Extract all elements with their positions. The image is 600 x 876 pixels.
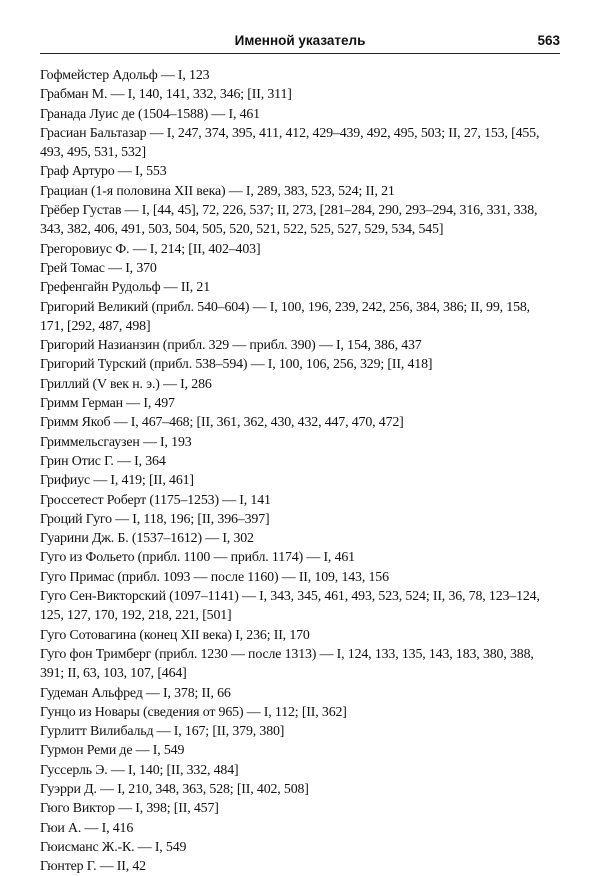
index-entry-line: Гроссетест Роберт (1175–1253) — I, 141 [40,492,271,508]
index-entry-line: Гюнтер Г. — II, 42 [40,859,146,875]
index-entry-line: Грасиан Бальтазар — I, 247, 374, 395, 411, 412, 429–439, 492, 495, 503; II, 27, 153, [455, [40,125,540,141]
index-entry-line: Грегоровиус Ф. — I, 214; [II, 402–403] [40,241,261,257]
index-entry [40,124,562,163]
index-entry [40,298,562,337]
index-entry [40,259,562,278]
index-entry [40,819,562,838]
index-entry [40,355,562,374]
index-entry-line: Грифиус — I, 419; [II, 461] [40,473,194,489]
index-entry-line: 391; II, 63, 103, 107, [464] [40,666,187,682]
index-entry-line: Григорий Великий (прибл. 540–604) — I, 100, 196, 239, 242, 256, 384, 386; II, 99, 158, [40,299,530,315]
index-entry-line: Грёбер Густав — I, [44, 45], 72, 226, 537; II, 273, [281–284, 290, 293–294, 316, 331, 338, [40,203,538,219]
index-entry-line: 493, 495, 531, 532] [40,145,146,161]
index-entry-line: Гурлитт Вилибальд — I, 167; [II, 379, 380] [40,724,285,740]
index-entry-line: Грефенгайн Рудольф — II, 21 [40,280,211,296]
index-entry [40,471,562,490]
index-entry [40,491,562,510]
index-entry [40,278,562,297]
index-entry-line: 343, 382, 406, 491, 503, 504, 505, 520, 521, 522, 525, 527, 529, 534, 545] [40,222,444,238]
index-entry-line: Гримм Якоб — I, 467–468; [II, 361, 362, 430, 432, 447, 470, 472] [40,415,404,431]
index-entry [40,722,562,741]
index-entry-line: Гюи А. — I, 416 [40,820,134,836]
index-entry-line: Григорий Назианзин (прибл. 329 — прибл. 390) — I, 154, 386, 437 [40,338,422,354]
index-entry [40,240,562,259]
index-entry-line: Граф Артуро — I, 553 [40,164,167,180]
index-entry [40,413,562,432]
index-entry-line: Гюго Виктор — I, 398; [II, 457] [40,801,219,817]
index-entry-line: Гуссерль Э. — I, 140; [II, 332, 484] [40,762,239,778]
name-index-list [40,66,562,876]
index-entry [40,433,562,452]
index-entry-line: Гуарини Дж. Б. (1537–1612) — I, 302 [40,531,254,547]
index-entry-line: Гриммельсгаузен — I, 193 [40,434,192,450]
index-entry [40,201,562,240]
index-entry [40,761,562,780]
index-entry-line: Гуго фон Тримберг (прибл. 1230 — после 1313) — I, 124, 133, 135, 143, 183, 380, 388, [40,646,534,662]
index-entry [40,780,562,799]
index-entry [40,85,562,104]
index-entry-line: Гудеман Альфред — I, 378; II, 66 [40,685,231,701]
index-entry-line: Гримм Герман — I, 497 [40,396,175,412]
index-entry [40,645,562,684]
index-entry [40,684,562,703]
index-entry [40,703,562,722]
index-entry [40,394,562,413]
index-entry [40,375,562,394]
index-entry-line: Гроций Гуго — I, 118, 196; [II, 396–397] [40,511,270,527]
index-entry-line: Гофмейстер Адольф — I, 123 [40,68,210,83]
index-entry-line: Гранада Луис де (1504–1588) — I, 461 [40,106,260,122]
index-entry-line: 125, 127, 170, 192, 218, 221, [501] [40,608,232,624]
index-entry [40,799,562,818]
index-entry [40,105,562,124]
index-entry-line: Гриллий (V век н. э.) — I, 286 [40,376,212,392]
running-head [40,29,560,54]
index-entry [40,182,562,201]
index-entry [40,626,562,645]
index-entry-line: Гуго Примас (прибл. 1093 — после 1160) — II, 109, 143, 156 [40,569,389,585]
index-entry-line: 171, [292, 487, 498] [40,318,151,334]
index-entry [40,529,562,548]
index-entry-line: Гунцо из Новары (сведения от 965) — I, 112; [II, 362] [40,704,347,720]
index-entry-line: Гуэрри Д. — I, 210, 348, 363, 528; [II, 402, 508] [40,781,309,797]
index-entry [40,548,562,567]
page-number: 563 [537,33,560,48]
index-entry-line: Гуго Сотовагина (конец XII века) I, 236; II, 170 [40,627,310,643]
index-entry [40,741,562,760]
index-entry [40,568,562,587]
index-entry-line: Григорий Турский (прибл. 538–594) — I, 100, 106, 256, 329; [II, 418] [40,357,433,373]
index-entry-line: Гуго из Фольето (прибл. 1100 — прибл. 1174) — I, 461 [40,550,355,566]
index-entry-line: Грин Отис Г. — I, 364 [40,453,166,469]
index-entry [40,162,562,181]
index-entry-line: Грабман М. — I, 140, 141, 332, 346; [II, 311] [40,87,292,103]
index-entry-line: Гурмон Реми де — I, 549 [40,743,185,759]
index-entry-line: Гюисманс Ж.-К. — I, 549 [40,839,187,855]
index-entry [40,857,562,876]
index-entry [40,336,562,355]
index-entry-line: Грей Томас — I, 370 [40,260,157,276]
index-entry-line: Грациан (1-я половина XII века) — I, 289, 383, 523, 524; II, 21 [40,183,395,199]
index-entry-line: Гуго Сен-Викторский (1097–1141) — I, 343, 345, 461, 493, 523, 524; II, 36, 78, 123–124, [40,589,540,605]
index-entry [40,66,562,85]
index-entry [40,838,562,857]
section-title: Именной указатель [234,33,366,48]
index-entry [40,587,562,626]
index-entry [40,510,562,529]
index-entry [40,452,562,471]
